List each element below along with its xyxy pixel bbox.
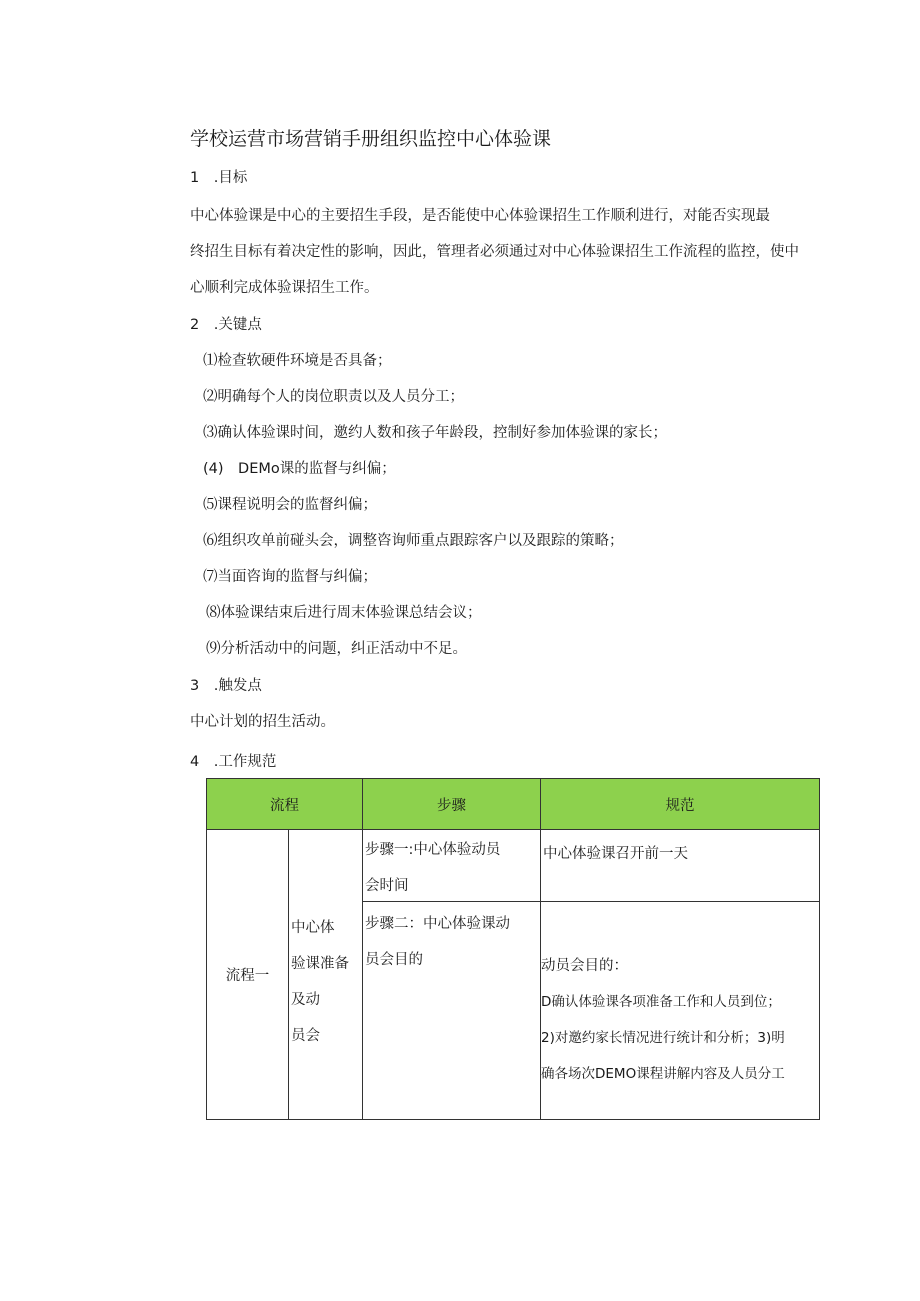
step2-spec-line: 2)对邀约家长情况进行统计和分析；3)明 [541,1030,785,1046]
sub-process-line: 员会 [291,1028,320,1044]
section1-line: 终招生目标有着决定性的影响，因此，管理者必须通过对中心体验课招生工作流程的监控，使中 [190,244,799,260]
process-cell [207,830,289,1120]
header-step: 步骤 [363,779,541,830]
key-point-item: ⑹组织攻单前碰头会，调整咨询师重点跟踪客户以及跟踪的策略； [203,533,624,549]
step2-spec-line: 确各场次DEMO课程讲解内容及人员分工 [541,1066,785,1082]
step1-spec-cell [541,830,820,902]
section2-heading: 2 .关键点 [190,317,262,333]
step2-spec-line: 动员会目的： [541,958,628,974]
key-point-item: ⑻体验课结束后进行周末体验课总结会议； [206,605,482,621]
key-point-item: ⑺当面咨询的监督与纠偏； [203,569,377,585]
key-point-item: ⑸课程说明会的监督纠偏； [203,497,377,513]
table-row [207,830,820,902]
step2-cell [363,902,541,1120]
step1-line: 会时间 [365,878,409,894]
step1-line: 步骤一:中心体验动员 [365,842,501,858]
section3-heading: 3 .触发点 [190,678,262,694]
section4-heading: 4 .工作规范 [190,754,277,770]
page-title: 学校运营市场营销手册组织监控中心体验课 [190,128,552,150]
sub-process-line: 及动 [291,992,320,1008]
step2-spec-cell [541,902,820,1120]
sub-process-line: 中心体 [291,920,335,936]
step1-cell [363,830,541,902]
key-point-item: ⑴检查软硬件环境是否具备； [203,353,392,369]
step1-spec: 中心体验课召开前一天 [543,846,688,862]
key-point-item: ⑵明确每个人的岗位职责以及人员分工； [203,389,464,405]
header-spec: 规范 [541,779,820,830]
step2-spec-line: D确认体验课各项准备工作和人员到位； [541,994,781,1010]
section1-line: 心顺利完成体验课招生工作。 [190,280,379,296]
sub-process-cell [289,830,363,1120]
table-header-row [207,779,820,830]
section1-line: 中心体验课是中心的主要招生手段，是否能使中心体验课招生工作顺利进行，对能否实现最 [190,208,770,224]
work-spec-table [206,778,820,1120]
key-point-item: (4) DEMo课的监督与纠偏； [203,461,396,477]
process-name: 流程一 [225,968,270,984]
sub-process-line: 验课准备 [291,956,349,972]
header-process: 流程 [207,779,363,830]
section3-text: 中心计划的招生活动。 [190,714,335,730]
key-point-item: ⑼分析活动中的问题，纠正活动中不足。 [206,641,467,657]
step2-line: 步骤二：中心体验课动 [365,916,510,932]
section1-heading: 1 .目标 [190,170,248,186]
key-point-item: ⑶确认体验课时间，邀约人数和孩子年龄段，控制好参加体验课的家长； [203,425,667,441]
step2-line: 员会目的 [365,952,423,968]
